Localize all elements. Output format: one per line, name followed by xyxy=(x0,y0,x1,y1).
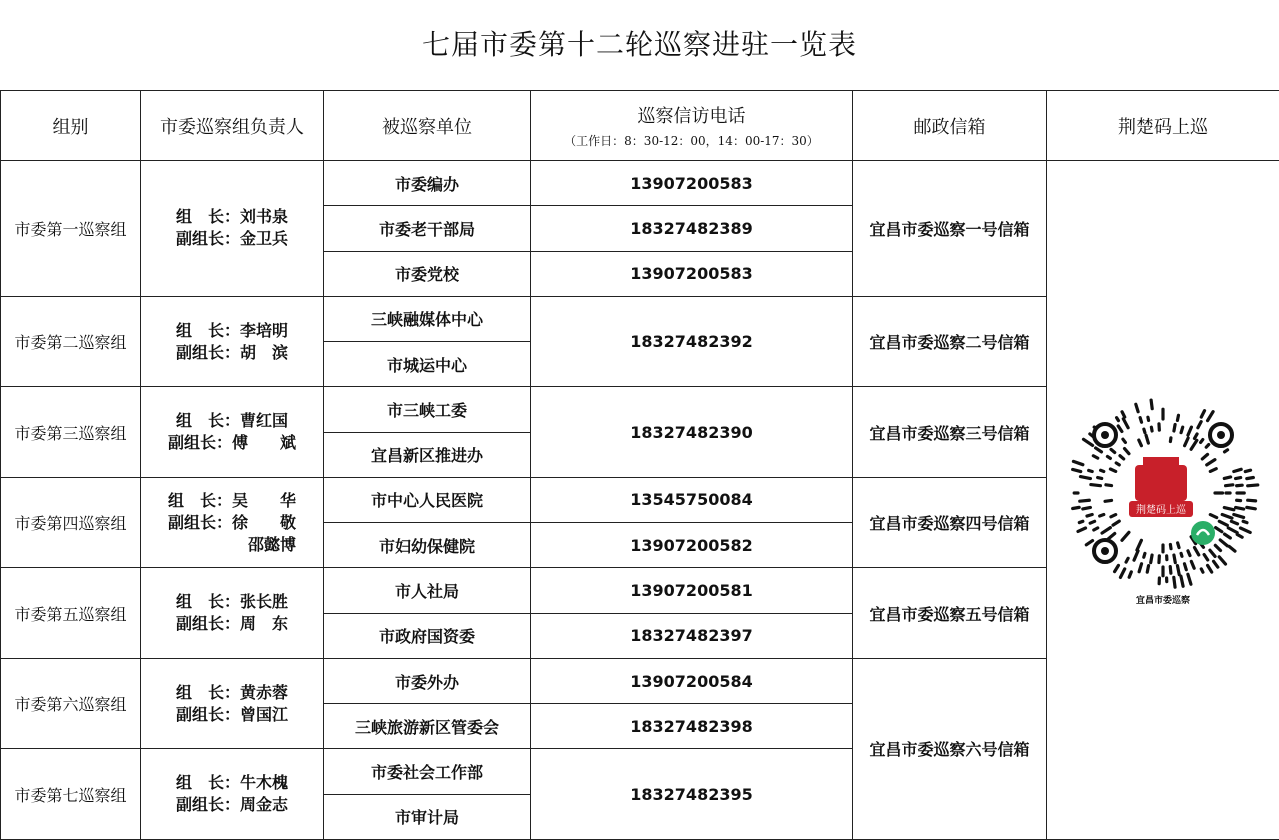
mailbox-cell: 宜昌市委巡察一号信箱 xyxy=(853,161,1047,297)
qr-badge-text: 荆楚码上巡 xyxy=(1136,505,1186,516)
mailbox-cell: 宜昌市委巡察四号信箱 xyxy=(853,477,1047,568)
header-leader: 市委巡察组负责人 xyxy=(141,91,324,161)
leader-line: 组 长：刘书泉 xyxy=(175,207,288,227)
group-leaders xyxy=(141,477,324,568)
phone-cell: 18327482390 xyxy=(531,387,853,478)
qr-code-icon xyxy=(1063,393,1263,593)
leader-line: 组 长：牛木槐 xyxy=(175,773,288,793)
leader-line: 组 长：李培明 xyxy=(175,320,288,340)
phone-cell: 13545750084 xyxy=(531,477,853,522)
leader-line: 副组长：周 东 xyxy=(175,614,288,634)
header-phone-label: 巡察信访电话 xyxy=(637,106,746,127)
phone-cell: 13907200581 xyxy=(531,568,853,613)
group-name: 市委第三巡察组 xyxy=(1,387,141,478)
phone-cell: 18327482395 xyxy=(531,749,853,840)
group-leaders xyxy=(141,749,324,840)
unit-cell: 市政府国资委 xyxy=(324,613,531,658)
phone-cell: 18327482392 xyxy=(531,296,853,387)
phone-cell: 13907200582 xyxy=(531,523,853,568)
header-phone xyxy=(531,91,853,161)
unit-cell: 市审计局 xyxy=(324,794,531,839)
leader-line: 邵懿博 xyxy=(247,534,296,554)
header-group: 组别 xyxy=(1,91,141,161)
unit-cell: 市委外办 xyxy=(324,658,531,703)
mailbox-cell: 宜昌市委巡察六号信箱 xyxy=(853,658,1047,839)
leader-line: 组 长：曹红国 xyxy=(175,411,288,431)
qr-caption: 宜昌市委巡察 xyxy=(1135,596,1190,606)
leader-line: 副组长：徐 敬 xyxy=(167,512,296,532)
leader-line: 副组长：胡 滨 xyxy=(175,342,288,362)
leader-line: 副组长：周金志 xyxy=(175,795,288,815)
group-name: 市委第七巡察组 xyxy=(1,749,141,840)
leader-line: 副组长：金卫兵 xyxy=(175,229,288,249)
group-leaders xyxy=(141,568,324,659)
phone-cell: 13907200583 xyxy=(531,251,853,296)
group-leaders xyxy=(141,296,324,387)
unit-cell: 市委老干部局 xyxy=(324,206,531,251)
mailbox-cell: 宜昌市委巡察二号信箱 xyxy=(853,296,1047,387)
header-phone-hours: （工作日：8：30-12：00，14：00-17：30） xyxy=(564,134,819,148)
leader-line: 副组长：曾国江 xyxy=(175,704,288,724)
leader-line: 组 长：张长胜 xyxy=(175,592,288,612)
group-name: 市委第一巡察组 xyxy=(1,161,141,297)
mailbox-cell: 宜昌市委巡察三号信箱 xyxy=(853,387,1047,478)
phone-cell: 18327482397 xyxy=(531,613,853,658)
unit-cell: 市三峡工委 xyxy=(324,387,531,432)
table-row xyxy=(1,161,1279,206)
phone-cell: 13907200583 xyxy=(531,161,853,206)
group-name: 市委第五巡察组 xyxy=(1,568,141,659)
group-name: 市委第四巡察组 xyxy=(1,477,141,568)
unit-cell: 市人社局 xyxy=(324,568,531,613)
phone-cell: 13907200584 xyxy=(531,658,853,703)
header-unit: 被巡察单位 xyxy=(324,91,531,161)
header-mailbox: 邮政信箱 xyxy=(853,91,1047,161)
group-leaders xyxy=(141,658,324,749)
leader-line: 组 长：黄赤蓉 xyxy=(175,682,288,702)
unit-cell: 宜昌新区推进办 xyxy=(324,432,531,477)
leader-line: 组 长：吴 华 xyxy=(167,490,296,510)
header-qr: 荆楚码上巡 xyxy=(1047,91,1279,161)
inspection-table xyxy=(0,90,1279,840)
leader-line: 副组长：傅 斌 xyxy=(167,433,296,453)
group-leaders xyxy=(141,387,324,478)
unit-cell: 市委社会工作部 xyxy=(324,749,531,794)
page-title: 七届市委第十二轮巡察进驻一览表 xyxy=(421,28,857,61)
unit-cell: 市委党校 xyxy=(324,251,531,296)
group-name: 市委第六巡察组 xyxy=(1,658,141,749)
unit-cell: 市中心人民医院 xyxy=(324,477,531,522)
unit-cell: 市城运中心 xyxy=(324,342,531,387)
unit-cell: 三峡旅游新区管委会 xyxy=(324,704,531,749)
group-leaders xyxy=(141,161,324,297)
unit-cell: 市妇幼保健院 xyxy=(324,523,531,568)
unit-cell: 市委编办 xyxy=(324,161,531,206)
mini-program-code[interactable] xyxy=(1063,393,1263,606)
phone-cell: 18327482398 xyxy=(531,704,853,749)
phone-cell: 18327482389 xyxy=(531,206,853,251)
group-name: 市委第二巡察组 xyxy=(1,296,141,387)
header-row xyxy=(1,91,1279,161)
unit-cell: 三峡融媒体中心 xyxy=(324,296,531,341)
qr-cell xyxy=(1047,161,1279,840)
mailbox-cell: 宜昌市委巡察五号信箱 xyxy=(853,568,1047,659)
